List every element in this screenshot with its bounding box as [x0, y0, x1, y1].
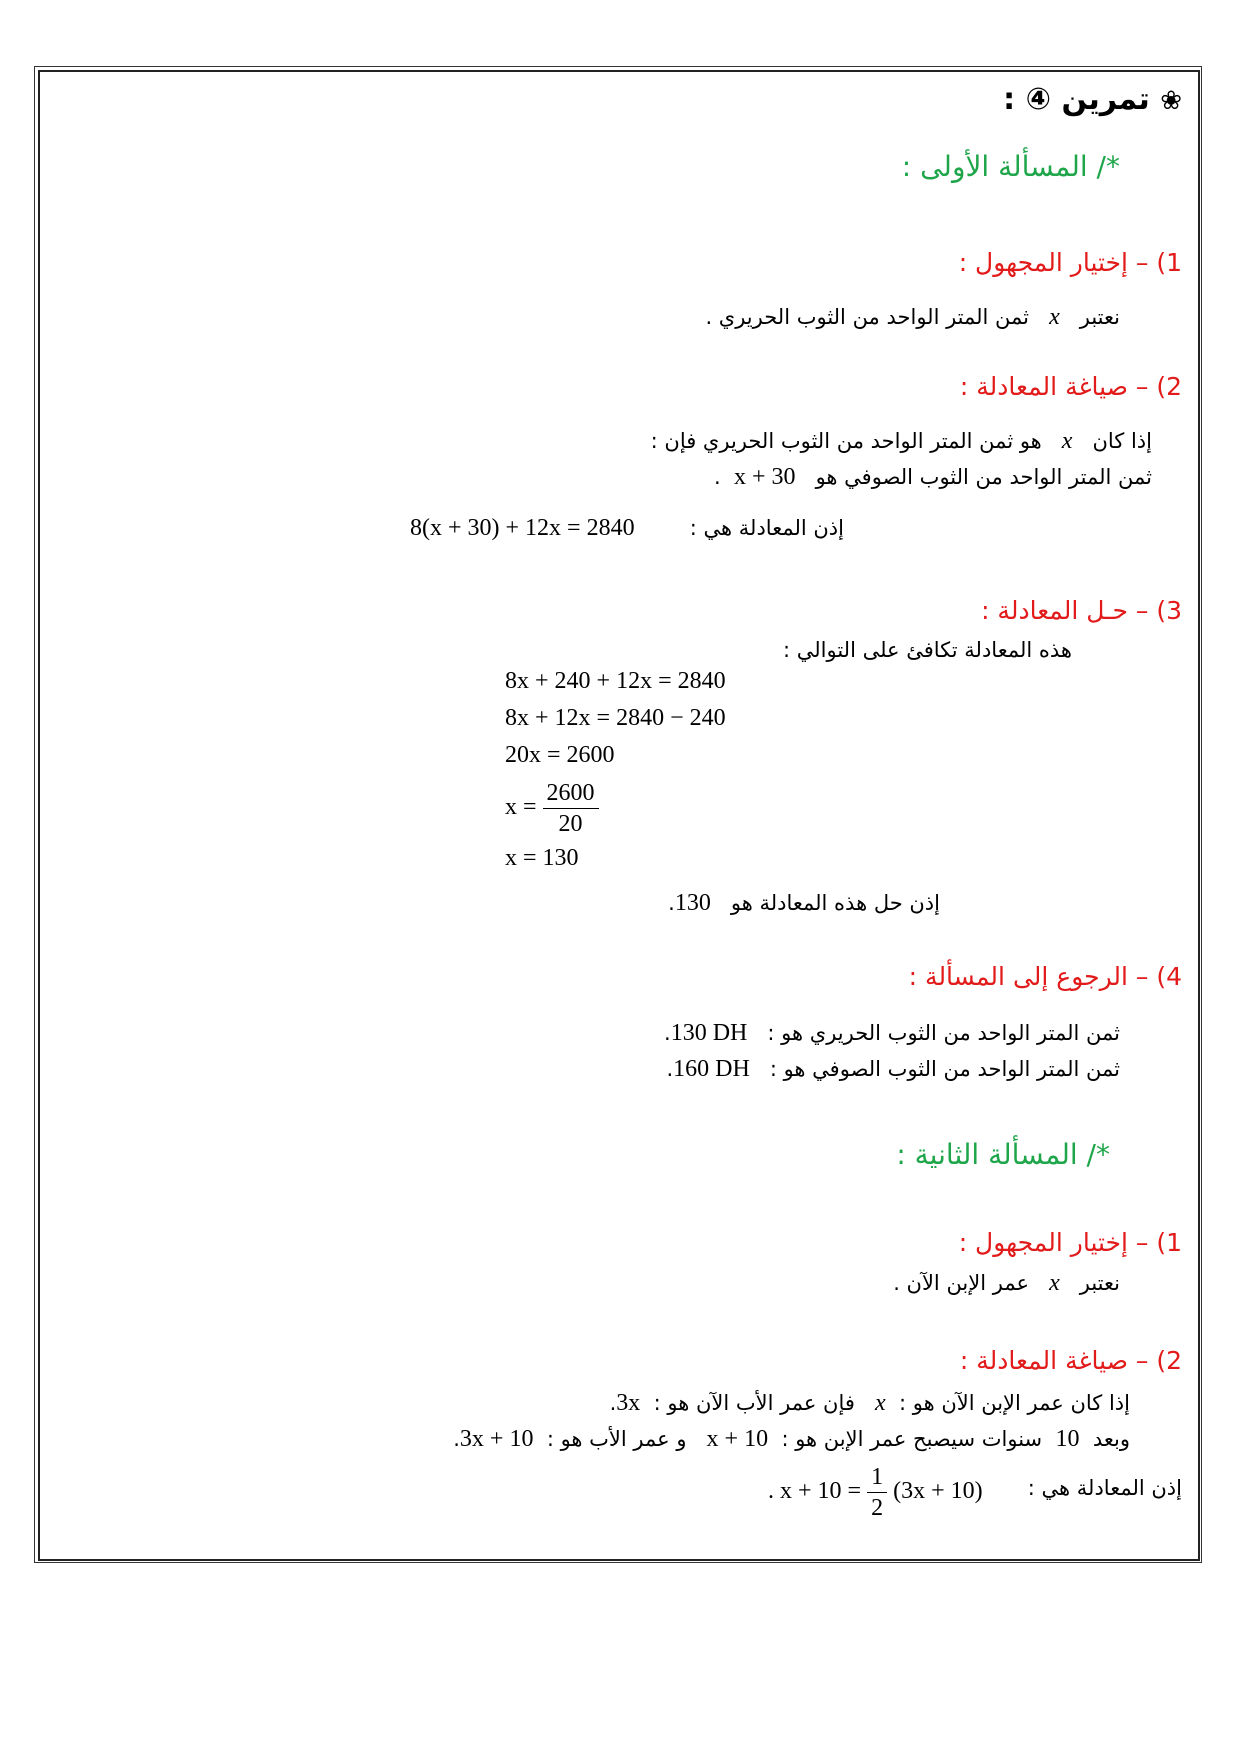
- price-value: 160 DH: [673, 1056, 750, 1082]
- text-segment: و عمر الأب هو :: [546, 1427, 687, 1451]
- text-segment: عمر الإبن الآن .: [893, 1271, 1030, 1295]
- variable-x: x: [874, 1390, 886, 1416]
- text-segment: إذا كان: [1092, 429, 1152, 453]
- fraction-numerator: 1: [867, 1462, 887, 1493]
- text-segment: ثمن المتر الواحد من الثوب الحريري هو :: [767, 1021, 1120, 1045]
- problem2-step2-equation-label: إذن المعادلة هي :: [1027, 1476, 1182, 1500]
- problem1-step4-heading: 4) – الرجوع إلى المسألة :: [908, 962, 1182, 991]
- text-segment: إذا كان عمر الإبن الآن هو :: [898, 1391, 1130, 1415]
- solution-value: 130: [674, 890, 711, 916]
- text-segment: .: [713, 465, 721, 489]
- problem2-step1-heading: 1) – إختيار المجهول :: [958, 1228, 1182, 1257]
- equation-step-4: [505, 778, 599, 839]
- exercise-title-text: تمرين ④ :: [1003, 82, 1150, 117]
- expression: x + 10: [706, 1426, 769, 1452]
- text-segment: إذن حل هذه المعادلة هو: [730, 891, 940, 915]
- problem1-step2-equation-label: إذن المعادلة هي :: [689, 516, 844, 540]
- equation-step-2: 8x + 12x = 2840 − 240: [505, 705, 726, 731]
- text-segment: ثمن المتر الواحد من الثوب الصوفي هو: [815, 465, 1152, 489]
- expression: 3x: [616, 1390, 641, 1416]
- text-segment: ثمن المتر الواحد من الثوب الحريري .: [705, 305, 1030, 329]
- problem1-step1-line: [705, 304, 1120, 331]
- problem1-heading: */ المسألة الأولى :: [901, 150, 1120, 183]
- equation-rhs: (3x + 10): [893, 1478, 983, 1505]
- variable-x: x: [1049, 304, 1060, 330]
- fraction: [867, 1462, 887, 1523]
- fraction-denominator: 20: [558, 811, 583, 837]
- page-border-inner: [38, 70, 1200, 1561]
- problem2-step2-line2: وبعد 10 سنوات سيصبح عمر الإبن هو : x + 10 و عمر الأب هو : 3x + 10.: [453, 1426, 1130, 1452]
- problem1-step2-line1: [651, 428, 1152, 455]
- equation-step-3: 20x = 2600: [505, 742, 615, 768]
- equation-step-1: 8x + 240 + 12x = 2840: [505, 668, 726, 694]
- expression: 3x + 10: [459, 1426, 534, 1452]
- equation-step-5: x = 130: [505, 845, 579, 871]
- problem1-step2-line2: [714, 464, 1152, 491]
- equation-lhs: x =: [505, 794, 537, 821]
- problem2-step2-heading: 2) – صياغة المعادلة :: [959, 1346, 1182, 1375]
- text-segment: .: [668, 891, 675, 915]
- problem1-step4-line2: ثمن المتر الواحد من الثوب الصوفي هو : 160 DH.: [666, 1056, 1120, 1082]
- text-segment: سنوات سيصبح عمر الإبن هو :: [781, 1427, 1043, 1451]
- flower-icon: ❀: [1160, 86, 1182, 116]
- problem2-equation: . x + 10 = $\frac{1}{2}$ (3x + 10): [768, 1464, 983, 1521]
- expression: x + 30: [734, 464, 796, 490]
- problem1-step2-heading: 2) – صياغة المعادلة :: [959, 372, 1182, 401]
- problem2-heading: */ المسألة الثانية :: [896, 1138, 1110, 1171]
- text-segment: هو ثمن المتر الواحد من الثوب الحريري فإن :: [650, 429, 1042, 453]
- price-value: 130 DH: [670, 1020, 748, 1046]
- exercise-title: [1003, 82, 1182, 117]
- fraction-denominator: 2: [871, 1495, 884, 1521]
- text-segment: نعتبر: [1079, 1271, 1120, 1295]
- variable-x: x: [1049, 1270, 1060, 1296]
- problem1-step3-conclusion: [668, 890, 940, 917]
- variable-x: x: [1061, 428, 1073, 454]
- problem2-step2-line1: إذا كان عمر الإبن الآن هو : x فإن عمر الأب الآن هو : 3x.: [609, 1390, 1130, 1416]
- text-segment: نعتبر: [1079, 305, 1120, 329]
- problem1-equation: 8(x + 30) + 12x = 2840: [410, 515, 635, 541]
- number: 10: [1055, 1426, 1080, 1452]
- equation-lhs: x + 10 =: [780, 1478, 862, 1505]
- text-segment: وبعد: [1092, 1427, 1130, 1451]
- problem1-step3-intro: هذه المعادلة تكافئ على التوالي :: [783, 638, 1072, 662]
- text-segment: فإن عمر الأب الآن هو :: [653, 1391, 855, 1415]
- text-segment: ثمن المتر الواحد من الثوب الصوفي هو :: [769, 1057, 1120, 1081]
- problem1-step4-line1: ثمن المتر الواحد من الثوب الحريري هو : 130 DH.: [664, 1020, 1120, 1046]
- problem1-step3-heading: 3) – حـل المعادلة :: [981, 596, 1182, 625]
- problem1-step1-heading: 1) – إختيار المجهول :: [958, 248, 1182, 277]
- fraction-numerator: 2600: [543, 778, 599, 809]
- fraction: [543, 778, 599, 839]
- problem2-step1-line: [893, 1270, 1120, 1297]
